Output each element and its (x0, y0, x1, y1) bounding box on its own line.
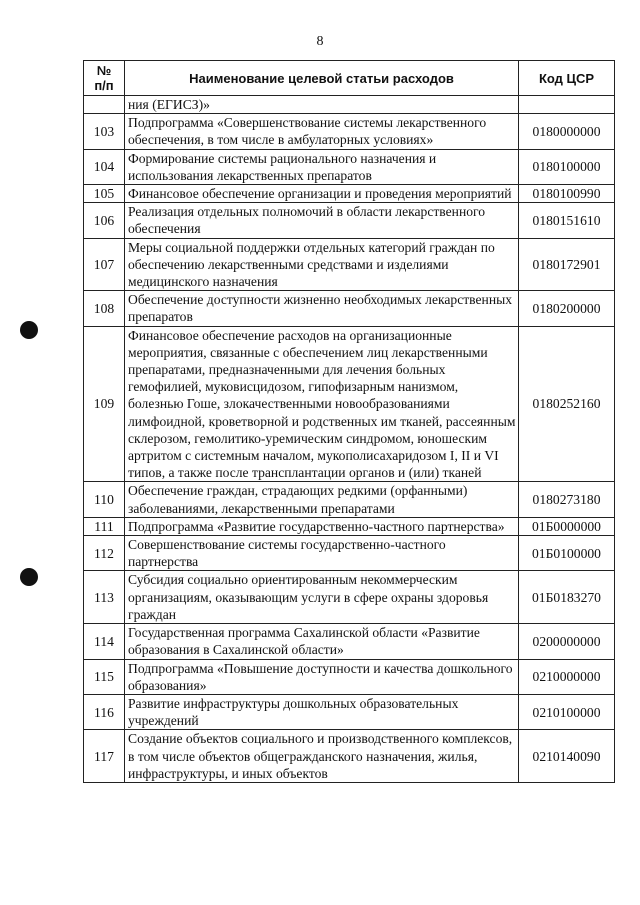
header-num: № п/п (84, 61, 125, 96)
table-cell-code: 0180151610 (519, 203, 615, 238)
table-cell-code: 0180000000 (519, 114, 615, 149)
table-cell-name: Субсидия социально ориентированным некоммерческим организациям, оказывающим услуги в сфере охраны здоровья граждан (125, 571, 519, 624)
table-row (84, 114, 615, 149)
table-cell-code: 01Б0000000 (519, 517, 615, 535)
table-cell-name: Совершенствование системы государственно-частного партнерства (125, 536, 519, 571)
table-cell-name: Формирование системы рационального назначения и использования лекарственных препаратов (125, 149, 519, 184)
table-cell-name: Обеспечение доступности жизненно необходимых лекарственных препаратов (125, 291, 519, 326)
table-cell-code: 0200000000 (519, 624, 615, 659)
table-cell-num: 103 (84, 114, 125, 149)
table-cell-name: Подпрограмма «Совершенствование системы лекарственного обеспечения, в том числе в амбулаторных условиях» (125, 114, 519, 149)
page-number: 8 (316, 34, 324, 49)
table-cell-num: 112 (84, 536, 125, 571)
table-row (84, 291, 615, 326)
table-row (84, 694, 615, 729)
table-row (84, 730, 615, 783)
table-row (84, 203, 615, 238)
punch-hole (20, 321, 38, 339)
table-cell-num: 108 (84, 291, 125, 326)
table-row (84, 185, 615, 203)
table-cell-num: 116 (84, 694, 125, 729)
table-cell-name: Реализация отдельных полномочий в области лекарственного обеспечения (125, 203, 519, 238)
table-cell-name: Развитие инфраструктуры дошкольных образовательных учреждений (125, 694, 519, 729)
table-cell-num: 105 (84, 185, 125, 203)
table-cell-code (519, 96, 615, 114)
table-row (84, 571, 615, 624)
table-cell-name: Финансовое обеспечение организации и проведения мероприятий (125, 185, 519, 203)
table-row (84, 482, 615, 517)
table-cell-num: 110 (84, 482, 125, 517)
continuation-row (84, 96, 615, 114)
table-row (84, 326, 615, 482)
table-cell-code: 01Б0183270 (519, 571, 615, 624)
table-cell-num: 107 (84, 238, 125, 291)
header-name: Наименование целевой статьи расходов (125, 61, 519, 96)
table-row (84, 238, 615, 291)
table-cell-num: 113 (84, 571, 125, 624)
table-cell-code: 0210100000 (519, 694, 615, 729)
table-row (84, 659, 615, 694)
table-cell-num: 106 (84, 203, 125, 238)
table-cell-code: 01Б0100000 (519, 536, 615, 571)
table-cell-code: 0210000000 (519, 659, 615, 694)
header-code: Код ЦСР (519, 61, 615, 96)
table-cell-name: Обеспечение граждан, страдающих редкими (орфанными) заболеваниями, лекарственными препаратами (125, 482, 519, 517)
table-cell-name: Создание объектов социального и производственного комплексов, в том числе объектов общегражданского назначения, жилья, инфраструктуры, и иных объектов (125, 730, 519, 783)
punch-hole (20, 568, 38, 586)
table-cell-num (84, 96, 125, 114)
table-cell-code: 0180172901 (519, 238, 615, 291)
table-row (84, 624, 615, 659)
table-cell-code: 0180273180 (519, 482, 615, 517)
table-cell-name: ния (ЕГИСЗ)» (125, 96, 519, 114)
table-cell-code: 0180100000 (519, 149, 615, 184)
table-row (84, 149, 615, 184)
table-cell-name: Подпрограмма «Повышение доступности и качества дошкольного образования» (125, 659, 519, 694)
table-cell-code: 0180252160 (519, 326, 615, 482)
table-cell-name: Государственная программа Сахалинской области «Развитие образования в Сахалинской области» (125, 624, 519, 659)
table-cell-num: 109 (84, 326, 125, 482)
table-row (84, 536, 615, 571)
table-cell-num: 111 (84, 517, 125, 535)
table-header-row (84, 61, 615, 96)
table-cell-num: 104 (84, 149, 125, 184)
table-cell-name: Подпрограмма «Развитие государственно-частного партнерства» (125, 517, 519, 535)
table-cell-num: 114 (84, 624, 125, 659)
table-cell-code: 0210140090 (519, 730, 615, 783)
table-cell-code: 0180100990 (519, 185, 615, 203)
table-cell-code: 0180200000 (519, 291, 615, 326)
table-cell-num: 115 (84, 659, 125, 694)
budget-items-table (83, 60, 615, 783)
table-cell-num: 117 (84, 730, 125, 783)
table-cell-name: Меры социальной поддержки отдельных категорий граждан по обеспечению лекарственными средствами и изделиями медицинского назначения (125, 238, 519, 291)
table-cell-name: Финансовое обеспечение расходов на организационные мероприятия, связанные с обеспечением лиц лекарственными препаратами, предназначенными для лечения больных гемофилией, муковисцидозом, гипофизарным нанизмом, болезнью Гоше, злокачественными новообразованиями лимфоидной, кроветворной и родственных им тканей, рассеянным склерозом, гемолитико-уремическим синдромом, юношеским артритом с системным началом, мукополисахаридозом I, II и VI типов, а также после трансплантации органов и (или) тканей (125, 326, 519, 482)
table-row (84, 517, 615, 535)
